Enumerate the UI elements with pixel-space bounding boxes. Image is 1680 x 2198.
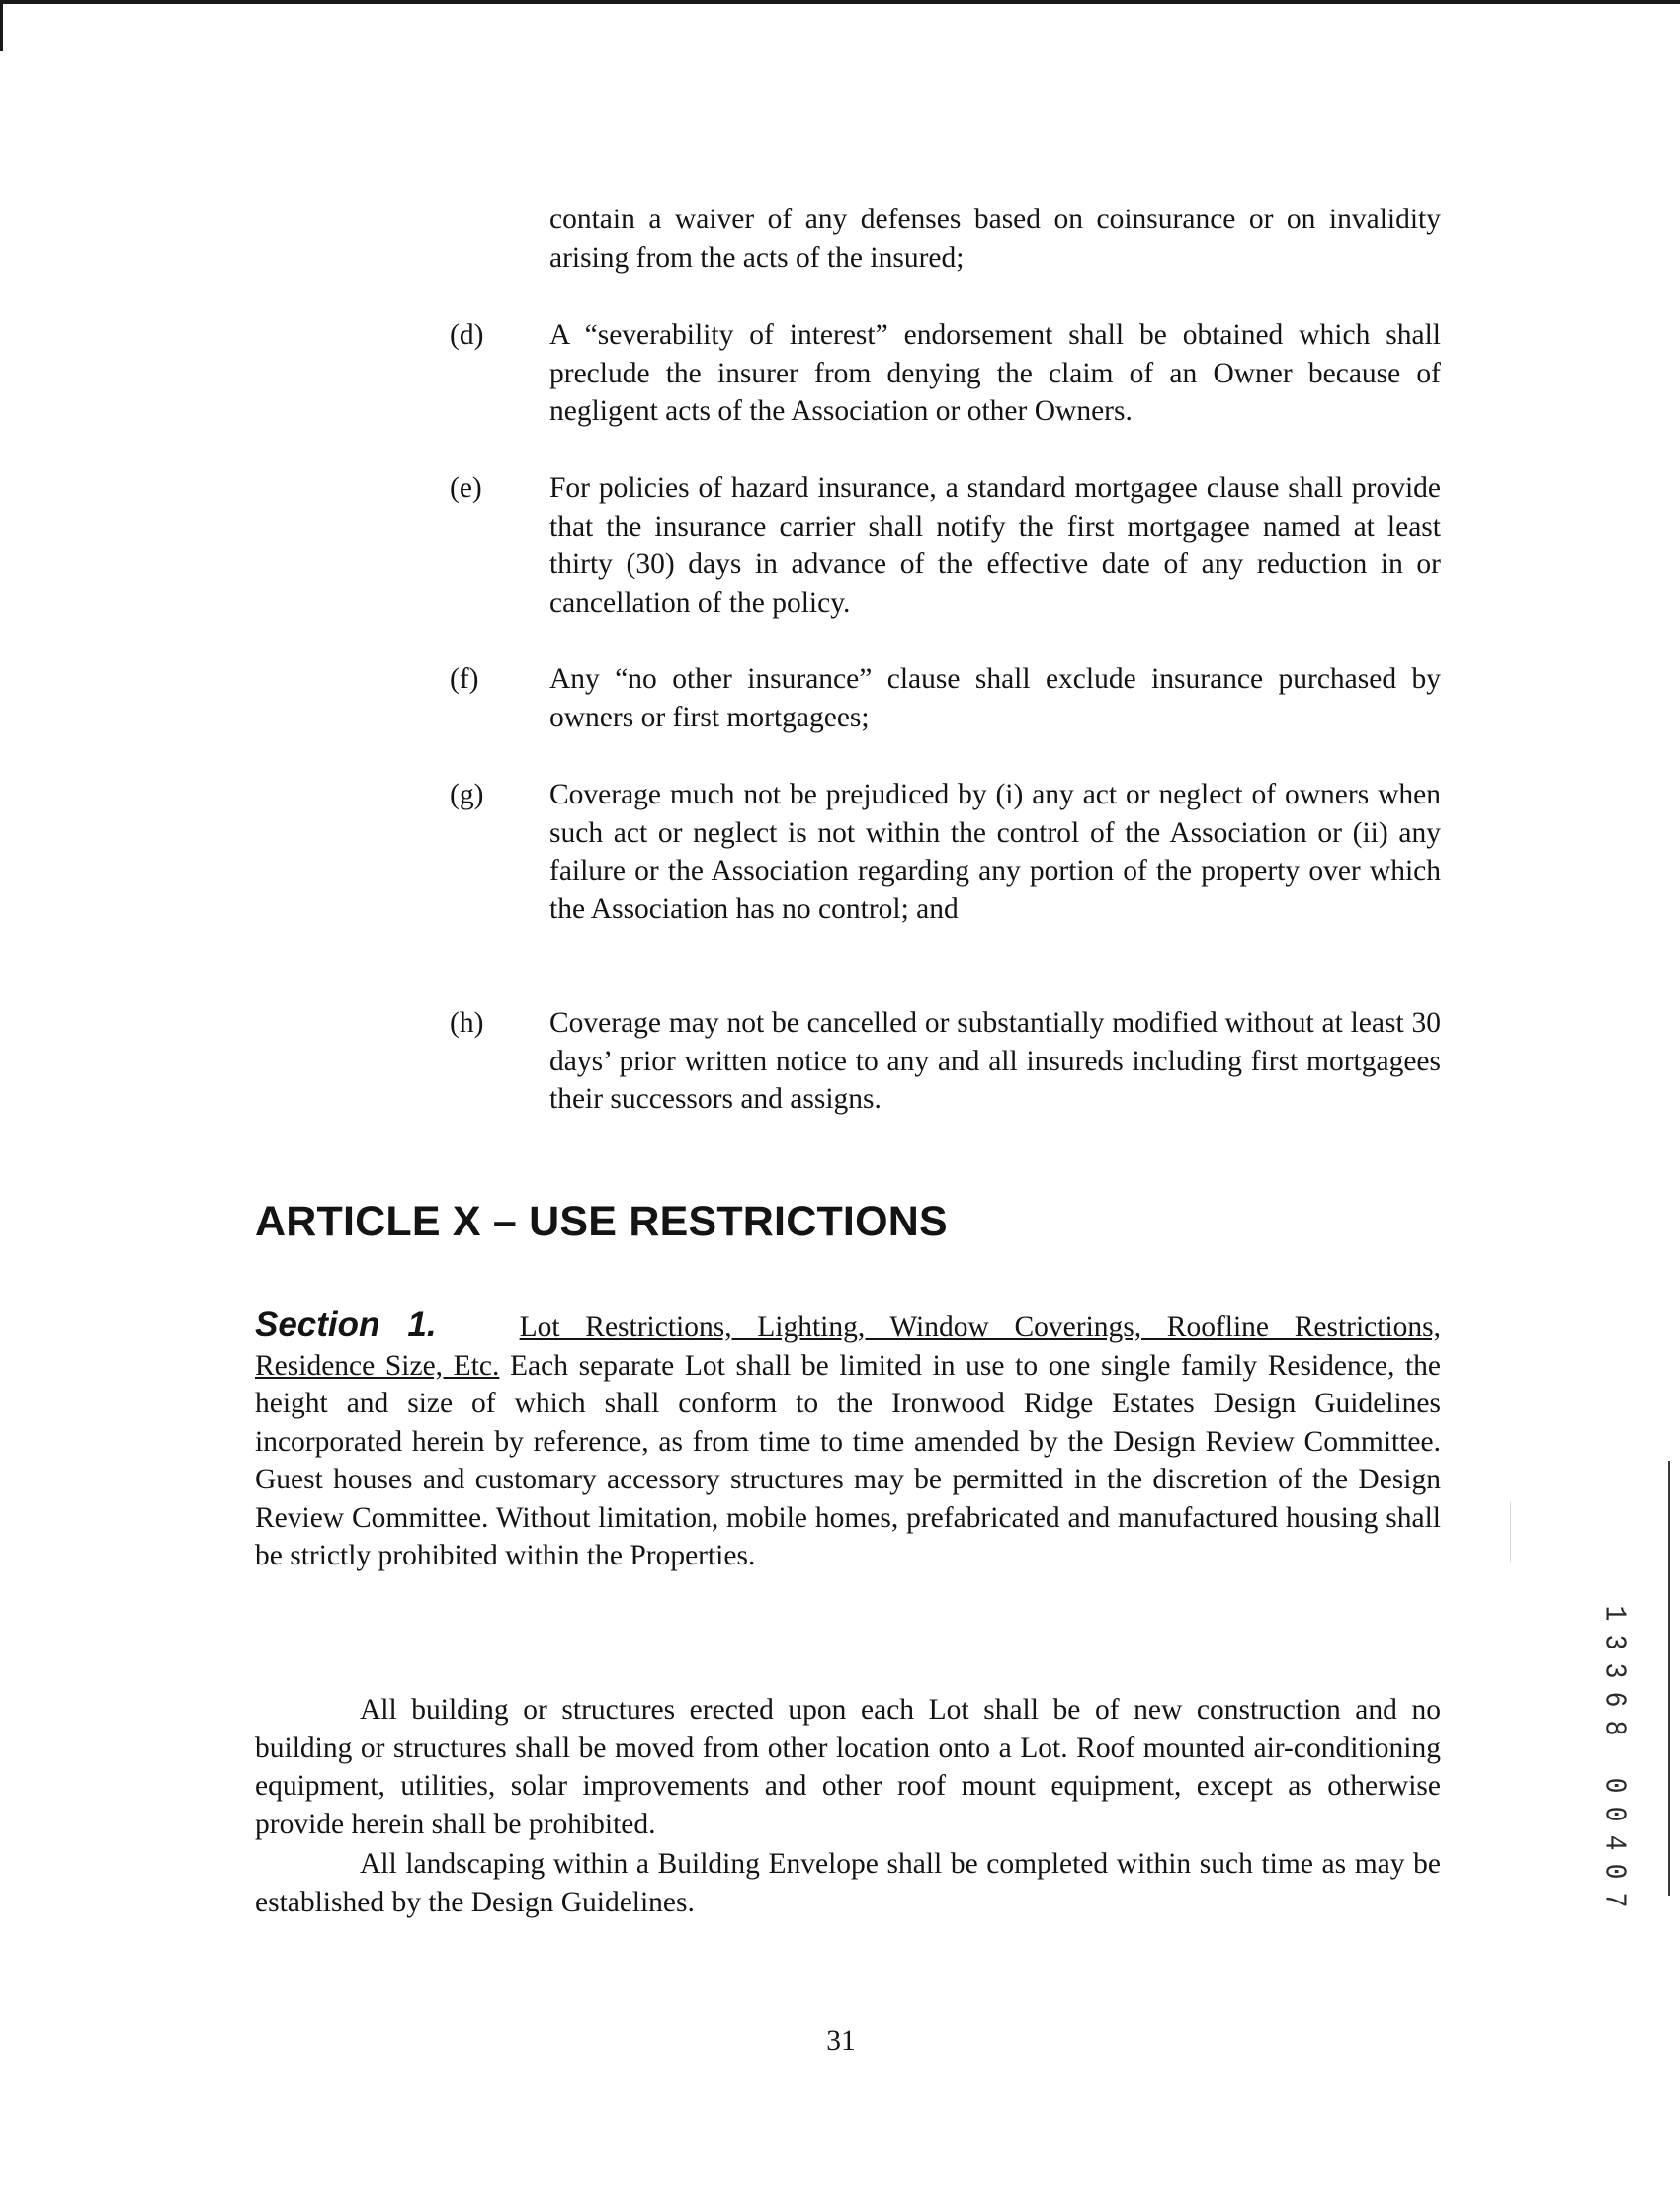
stamp-digit: 8 — [1596, 1720, 1632, 1736]
item-d-text: A “severability of interest” endorsement shall be obtained which shall preclude the insurer from denying the claim of an Owner because of negligent acts of the Association or other Owners. — [549, 319, 1441, 427]
scan-faint-mark — [1510, 1502, 1511, 1562]
item-letter-d: (d) — [450, 319, 484, 351]
item-letter-f: (f) — [450, 663, 479, 695]
stamp-digit: 0 — [1596, 1777, 1632, 1794]
stamp-digit: 3 — [1596, 1662, 1632, 1679]
stamp-digit: 3 — [1596, 1634, 1632, 1650]
stamp-digit: 7 — [1596, 1892, 1632, 1908]
page-number: 31 — [826, 2025, 856, 2057]
stamp-space — [1600, 1744, 1629, 1770]
paragraph-new-construction: All building or structures erected upon each Lot shall be of new construction and no building or structures shall be moved from other location onto a Lot. Roof mounted air-conditioning equipment, utilities, solar improvements and other roof mount equipment, except as otherwise provide herein shall be prohibited. — [255, 1694, 1441, 1840]
recording-stamp — [1596, 1599, 1632, 1914]
item-f-text: Any “no other insurance” clause shall exclude insurance purchased by owners or first mortgagees; — [549, 663, 1441, 733]
article-heading: ARTICLE X – USE RESTRICTIONS — [255, 1198, 948, 1245]
item-c-continuation: contain a waiver of any defenses based on coinsurance or on invalidity arising from the acts of the insured; — [549, 204, 1441, 274]
section-1-text: Each separate Lot shall be limited in use to one single family Residence, the height and size of which shall conform to the Ironwood Ridge Estates Design Guidelines incorporated herein by reference, as from time to time amended by the Design Review Committee. Guest houses and customary accessory structures may be permitted in the discretion of the Design Review Committee. Without limitation, mobile homes, prefabricated and manufactured housing shall be strictly prohibited within the Properties. — [255, 1349, 1442, 1571]
item-letter-g: (g) — [450, 779, 484, 810]
section-1-label: Section 1. — [255, 1306, 437, 1344]
stamp-digit: 4 — [1596, 1834, 1632, 1851]
scan-right-edge — [1668, 1461, 1670, 1896]
item-e-text: For policies of hazard insurance, a standard mortgagee clause shall provide that the insurance carrier shall notify the first mortgagee named at least thirty (30) days in advance of the effective date of any reduction in or cancellation of the policy. — [549, 472, 1441, 619]
stamp-digit: 0 — [1596, 1806, 1632, 1822]
paragraph-landscaping: All landscaping within a Building Envelope shall be completed within such time as may be established by the Design Guidelines. — [255, 1848, 1441, 1918]
scan-top-edge — [0, 0, 1680, 4]
item-h-text: Coverage may not be cancelled or substantially modified without at least 30 days’ prior written notice to any and all insureds including first mortgagees their successors and assigns. — [549, 1007, 1441, 1115]
item-g-text: Coverage much not be prejudiced by (i) any act or neglect of owners when such act or neglect is not within the control of the Association or (ii) any failure or the Association regarding any portion of the property over which the Association has no control; and — [549, 779, 1441, 925]
section-1-title: Lot Restrictions, Lighting, Window Coverings, Roofline Restrictions, Residence Size, Etc. — [255, 1311, 1442, 1382]
stamp-digit: 0 — [1596, 1863, 1632, 1880]
scan-left-mark — [0, 0, 3, 51]
stamp-digit: 6 — [1596, 1691, 1632, 1708]
item-letter-e: (e) — [450, 472, 482, 504]
section-1-paragraph — [255, 1307, 1441, 1575]
item-letter-h: (h) — [450, 1007, 484, 1039]
stamp-digit: 1 — [1596, 1605, 1632, 1622]
